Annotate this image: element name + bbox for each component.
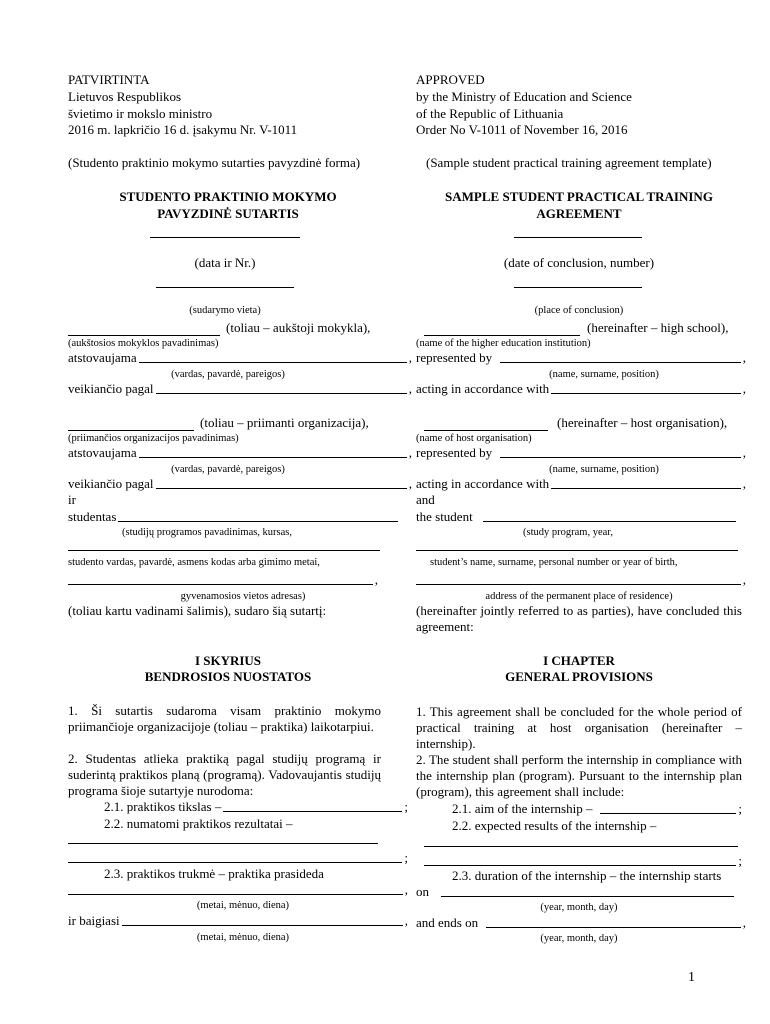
acting-label: acting in accordance with: [416, 381, 550, 396]
school-field[interactable]: [68, 325, 220, 336]
student-label: the student: [416, 509, 473, 524]
student-program-field[interactable]: [118, 520, 398, 522]
results-field[interactable]: [424, 846, 738, 847]
date-field[interactable]: [150, 237, 300, 238]
approval-line: 2016 m. lapkričio 16 d. įsakymu Nr. V-1011: [68, 122, 298, 137]
place-caption: (sudarymo vieta): [189, 305, 261, 316]
parties-text: (toliau kartu vadinami šalimis), sudaro šią sutartį:: [68, 603, 327, 618]
chapter-title: GENERAL PROVISIONS: [505, 669, 653, 684]
ends-label: ir baigiasi: [68, 913, 120, 928]
place-field[interactable]: [156, 287, 294, 288]
date-caption: (data ir Nr.): [194, 255, 256, 270]
host-acting-field[interactable]: [551, 487, 741, 489]
results-field-2[interactable]: [68, 861, 402, 863]
paragraph-2: 2. Studentas atlieka praktiką pagal studijų programą ir suderintą praktikos planą (programą). Vadovaujantis studijų programa šioje sutartyje nurodoma:: [68, 751, 381, 798]
p21-label: 2.1. aim of the internship –: [452, 801, 593, 816]
document-title: AGREEMENT: [536, 206, 622, 221]
document-title: STUDENTO PRAKTINIO MOKYMO: [119, 189, 337, 204]
program-caption: (study program, year,: [523, 527, 613, 538]
approval-line: of the Republic of Lithuania: [416, 106, 564, 121]
place-field[interactable]: [514, 287, 642, 288]
host-suffix: (toliau – priimanti organizacija),: [200, 415, 369, 430]
rep-caption: (name, surname, position): [549, 464, 659, 475]
and-label: and: [416, 492, 435, 507]
acting-label: veikiančio pagal: [68, 381, 154, 396]
p23-label: 2.3. duration of the internship – the internship starts: [452, 868, 722, 883]
represented-label: represented by: [416, 445, 493, 460]
host-suffix: (hereinafter – host organisation),: [557, 415, 728, 430]
represented-label: represented by: [416, 350, 493, 365]
ymd-caption: (metai, mėnuo, diena): [196, 932, 290, 943]
aim-field[interactable]: [600, 812, 736, 814]
paragraph-1: 1. This agreement shall be concluded for the whole period of practical training at host organisation (hereinafter – internship).: [416, 704, 742, 751]
ymd-caption: (year, month, day): [540, 902, 618, 913]
paragraph-1: 1. Ši sutartis sudaroma visam praktinio mokymo priimančioje organizacijoje (toliau – praktika) laikotarpiui.: [68, 703, 381, 734]
paragraph-2: 2. The student shall perform the internship in compliance with the internship plan (program). Pursuant to the internship plan (program), this agreement shall include:: [416, 752, 742, 799]
ends-label: and ends on: [416, 915, 479, 930]
host-representative-field[interactable]: [500, 456, 741, 458]
address-field[interactable]: [68, 583, 373, 585]
approval-line: Lietuvos Respublikos: [68, 89, 182, 104]
aim-field[interactable]: [223, 810, 402, 812]
form-note: (Studento praktinio mokymo sutarties pavyzdinė forma): [68, 155, 361, 170]
ymd-caption: (year, month, day): [540, 933, 618, 944]
p22-label: 2.2. expected results of the internship –: [452, 818, 657, 833]
acting-field[interactable]: [551, 392, 741, 394]
acting-field[interactable]: [156, 392, 407, 394]
rep-caption: (name, surname, position): [549, 369, 659, 380]
acting-label: acting in accordance with: [416, 476, 550, 491]
date-caption: (date of conclusion, number): [503, 255, 655, 270]
student-label: studentas: [68, 509, 117, 524]
date-field[interactable]: [514, 237, 642, 238]
start-date-field[interactable]: [68, 893, 403, 895]
program-caption: (studijų programos pavadinimas, kursas,: [122, 527, 293, 538]
document-title: SAMPLE STUDENT PRACTICAL TRAINING: [445, 189, 713, 204]
address-caption: address of the permanent place of residence): [485, 591, 673, 602]
host-caption: (priimančios organizacijos pavadinimas): [68, 433, 239, 444]
approval-line: by the Ministry of Education and Science: [416, 89, 632, 104]
address-field[interactable]: [416, 583, 741, 585]
approval-line: švietimo ir mokslo ministro: [68, 106, 213, 121]
represented-label: atstovaujama: [68, 350, 137, 365]
chapter-number: I SKYRIUS: [194, 653, 262, 668]
p21-label: 2.1. praktikos tikslas –: [104, 799, 222, 814]
start-date-field[interactable]: [441, 895, 734, 897]
school-suffix: (hereinafter – high school),: [587, 320, 729, 335]
representative-field[interactable]: [500, 361, 741, 363]
place-caption: (place of conclusion): [534, 305, 624, 316]
parties-text: (hereinafter jointly referred to as parties), have concluded this agreement:: [416, 603, 742, 634]
chapter-number: I CHAPTER: [543, 653, 615, 668]
end-date-field[interactable]: [122, 924, 403, 926]
form-note: (Sample student practical training agreement template): [426, 155, 712, 170]
host-caption: (name of host organisation): [416, 433, 532, 444]
end-date-field[interactable]: [486, 926, 741, 928]
results-field[interactable]: [68, 843, 378, 844]
results-field-2[interactable]: [424, 864, 736, 866]
approval-line: Order No V-1011 of November 16, 2016: [416, 122, 628, 137]
representative-field[interactable]: [139, 361, 407, 363]
student-caption: studento vardas, pavardė, asmens kodas arba gimimo metai,: [68, 557, 320, 568]
acting-label: veikiančio pagal: [68, 476, 154, 491]
student-caption: student’s name, surname, personal number or year of birth,: [430, 557, 678, 568]
student-program-field[interactable]: [483, 520, 736, 522]
student-details-field[interactable]: [416, 550, 738, 551]
host-representative-field[interactable]: [139, 456, 407, 458]
school-caption: (name of the higher education institution): [416, 338, 591, 349]
on-label: on: [416, 884, 429, 899]
page-number: 1: [688, 970, 695, 985]
school-suffix: (toliau – aukštoji mokykla),: [226, 320, 371, 335]
document-title: PAVYZDINĖ SUTARTIS: [157, 206, 299, 221]
approval-line: APPROVED: [416, 72, 485, 87]
represented-label: atstovaujama: [68, 445, 137, 460]
p23-label: 2.3. praktikos trukmė – praktika prasideda: [104, 866, 324, 881]
rep-caption: (vardas, pavardė, pareigos): [171, 369, 285, 380]
school-caption: (aukštosios mokyklos pavadinimas): [68, 338, 219, 349]
student-details-field[interactable]: [68, 550, 380, 551]
school-field[interactable]: [424, 325, 580, 336]
chapter-title: BENDROSIOS NUOSTATOS: [144, 669, 312, 684]
p22-label: 2.2. numatomi praktikos rezultatai –: [104, 816, 293, 831]
ymd-caption: (metai, mėnuo, diena): [196, 900, 290, 911]
rep-caption: (vardas, pavardė, pareigos): [171, 464, 285, 475]
address-caption: gyvenamosios vietos adresas): [180, 591, 306, 602]
host-field[interactable]: [424, 420, 548, 431]
host-field[interactable]: [68, 420, 194, 431]
and-label: ir: [68, 492, 76, 507]
host-acting-field[interactable]: [156, 487, 407, 489]
approval-line: PATVIRTINTA: [68, 72, 150, 87]
